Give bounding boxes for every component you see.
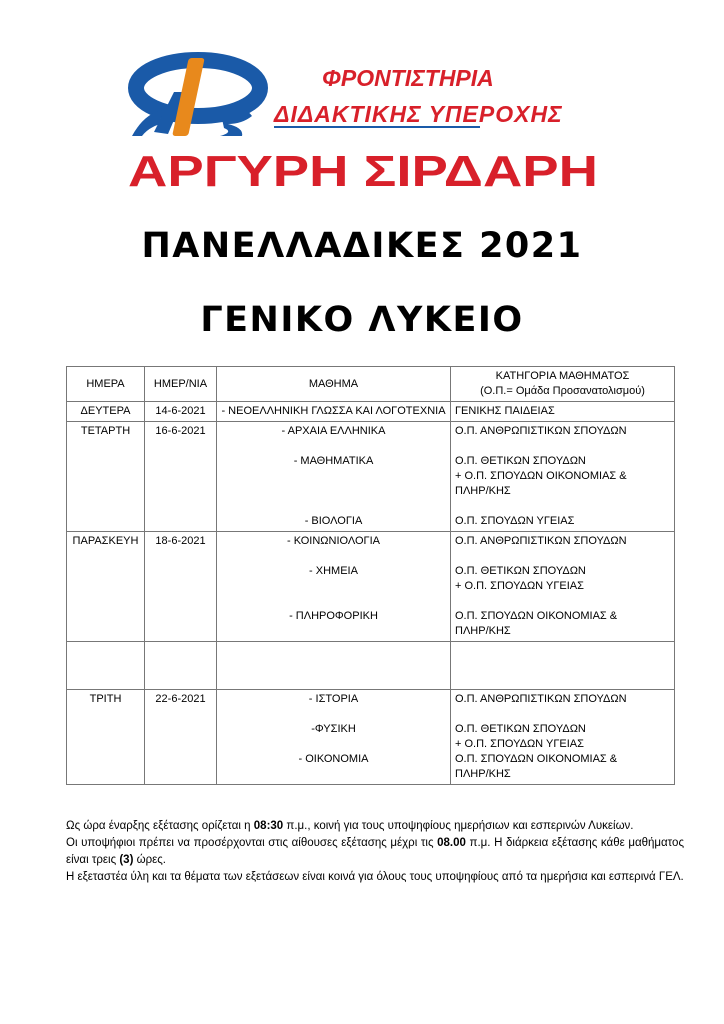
header-category-title: ΚΑΤΗΓΟΡΙΑ ΜΑΘΗΜΑΤΟΣ bbox=[495, 370, 630, 382]
logo-emblem bbox=[132, 58, 260, 136]
cell-day: ΤΡΙΤΗ bbox=[67, 690, 145, 785]
category-item: Ο.Π. ΣΠΟΥΔΩΝ ΥΓΕΙΑΣ bbox=[455, 515, 575, 527]
subject-item: - ΒΙΟΛΟΓΙΑ bbox=[304, 515, 363, 527]
cell-subject bbox=[217, 690, 451, 785]
note-syllabus: Η εξεταστέα ύλη και τα θέματα των εξετάσεων είναι κοινά για όλους τους υποψηφίους από τα ημερήσια και εσπερινά ΓΕΛ. bbox=[66, 871, 684, 883]
cell-category bbox=[451, 690, 675, 785]
note-arrival bbox=[66, 835, 684, 869]
category-item: Ο.Π. ΣΠΟΥΔΩΝ ΟΙΚΟΝΟΜΙΑΣ & bbox=[455, 753, 618, 765]
table-row bbox=[67, 402, 675, 422]
cell-category bbox=[451, 422, 675, 532]
table-row bbox=[67, 532, 675, 642]
cell-date: 14-6-2021 bbox=[145, 402, 217, 422]
note-start-time bbox=[66, 818, 684, 835]
note-time: 08:30 bbox=[253, 820, 284, 832]
header-date: ΗΜΕΡ/ΝΙΑ bbox=[145, 367, 217, 402]
subject-item: - ΠΛΗΡΟΦΟΡΙΚΗ bbox=[289, 610, 378, 622]
cell-day: ΔΕΥΤΕΡΑ bbox=[67, 402, 145, 422]
logo-line2: ΔΙΔΑΚΤΙΚΗΣ ΥΠΕΡΟΧΗΣ bbox=[274, 101, 563, 127]
category-item: ΓΕΝΙΚΗΣ ΠΑΙΔΕΙΑΣ bbox=[455, 405, 555, 417]
cell-day: ΤΕΤΑΡΤΗ bbox=[67, 422, 145, 532]
subject-item: -ΦΥΣΙΚΗ bbox=[311, 723, 356, 735]
category-item: + Ο.Π. ΣΠΟΥΔΩΝ ΟΙΚΟΝΟΜΙΑΣ & bbox=[455, 470, 627, 482]
subject-item: - ΙΣΤΟΡΙΑ bbox=[308, 693, 359, 705]
category-item: Ο.Π. ΑΝΘΡΩΠΙΣΤΙΚΩΝ ΣΠΟΥΔΩΝ bbox=[455, 535, 627, 547]
category-item: ΠΛΗΡ/ΚΗΣ bbox=[455, 485, 511, 497]
exam-schedule-table bbox=[66, 366, 675, 785]
subject-item: - ΧΗΜΕΙΑ bbox=[309, 565, 358, 577]
table-header-row bbox=[67, 367, 675, 402]
table-row-empty bbox=[67, 642, 675, 690]
subject-item: - ΑΡΧΑΙΑ ΕΛΛΗΝΙΚΑ bbox=[281, 425, 386, 437]
table-row bbox=[67, 422, 675, 532]
category-item: + Ο.Π. ΣΠΟΥΔΩΝ ΥΓΕΙΑΣ bbox=[455, 580, 584, 592]
header-category bbox=[451, 367, 675, 402]
notes-block bbox=[66, 818, 684, 886]
category-item: Ο.Π. ΣΠΟΥΔΩΝ ΟΙΚΟΝΟΜΙΑΣ & bbox=[455, 610, 618, 622]
note-text: π.μ. Η διάρκεια εξέτασης κάθε μαθήματος είναι τρεις bbox=[66, 837, 684, 866]
page-title: ΠΑΝΕΛΛΑΔΙΚΕΣ 2021 bbox=[141, 226, 583, 266]
cell-subject bbox=[217, 402, 451, 422]
cell-category bbox=[451, 532, 675, 642]
logo-line1: ΦΡΟΝΤΙΣΤΗΡΙΑ bbox=[322, 65, 494, 91]
logo bbox=[124, 52, 602, 194]
cell-date: 18-6-2021 bbox=[145, 532, 217, 642]
logo-name: ΑΡΓΥΡΗ ΣΙΡΔΑΡΗ bbox=[128, 147, 598, 194]
note-text: ώρες. bbox=[133, 854, 166, 866]
cell-empty bbox=[217, 642, 451, 690]
cell-empty bbox=[145, 642, 217, 690]
category-item: ΠΛΗΡ/ΚΗΣ bbox=[455, 625, 511, 637]
category-item: Ο.Π. ΘΕΤΙΚΩΝ ΣΠΟΥΔΩΝ bbox=[455, 723, 586, 735]
header-category-note: (Ο.Π.= Ομάδα Προσανατολισμού) bbox=[480, 385, 645, 397]
note-text: Ως ώρα έναρξης εξέτασης ορίζεται η bbox=[66, 820, 254, 832]
page-subtitle: ΓΕΝΙΚΟ ΛΥΚΕΙΟ bbox=[200, 300, 524, 340]
category-item: ΠΛΗΡ/ΚΗΣ bbox=[455, 768, 511, 780]
cell-subject bbox=[217, 422, 451, 532]
subject-item: - ΝΕΟΕΛΛΗΝΙΚΗ ΓΛΩΣΣΑ ΚΑΙ ΛΟΓΟΤΕΧΝΙΑ bbox=[221, 405, 446, 417]
cell-day: ΠΑΡΑΣΚΕΥΗ bbox=[67, 532, 145, 642]
subject-item: - ΟΙΚΟΝΟΜΙΑ bbox=[298, 753, 369, 765]
cell-date: 16-6-2021 bbox=[145, 422, 217, 532]
note-text: Οι υποψήφιοι πρέπει να προσέρχονται στις αίθουσες εξέτασης μέχρι τις bbox=[66, 837, 438, 849]
category-item: Ο.Π. ΑΝΘΡΩΠΙΣΤΙΚΩΝ ΣΠΟΥΔΩΝ bbox=[455, 693, 627, 705]
category-item: + Ο.Π. ΣΠΟΥΔΩΝ ΥΓΕΙΑΣ bbox=[455, 738, 584, 750]
category-item: Ο.Π. ΑΝΘΡΩΠΙΣΤΙΚΩΝ ΣΠΟΥΔΩΝ bbox=[455, 425, 627, 437]
cell-subject bbox=[217, 532, 451, 642]
subject-item: - ΚΟΙΝΩΝΙΟΛΟΓΙΑ bbox=[287, 535, 380, 547]
cell-empty bbox=[451, 642, 675, 690]
table-row bbox=[67, 690, 675, 785]
cell-date: 22-6-2021 bbox=[145, 690, 217, 785]
header-subject: ΜΑΘΗΜΑ bbox=[217, 367, 451, 402]
category-item: Ο.Π. ΘΕΤΙΚΩΝ ΣΠΟΥΔΩΝ bbox=[455, 565, 586, 577]
note-time: 08.00 bbox=[437, 837, 466, 849]
cell-empty bbox=[67, 642, 145, 690]
subject-item: - ΜΑΘΗΜΑΤΙΚΑ bbox=[293, 455, 374, 467]
category-item: Ο.Π. ΘΕΤΙΚΩΝ ΣΠΟΥΔΩΝ bbox=[455, 455, 586, 467]
header-day: ΗΜΕΡΑ bbox=[67, 367, 145, 402]
note-hours: (3) bbox=[119, 854, 134, 866]
note-text: π.μ., κοινή για τους υποψηφίους ημερήσιων και εσπερινών Λυκείων. bbox=[283, 820, 634, 832]
cell-category bbox=[451, 402, 675, 422]
